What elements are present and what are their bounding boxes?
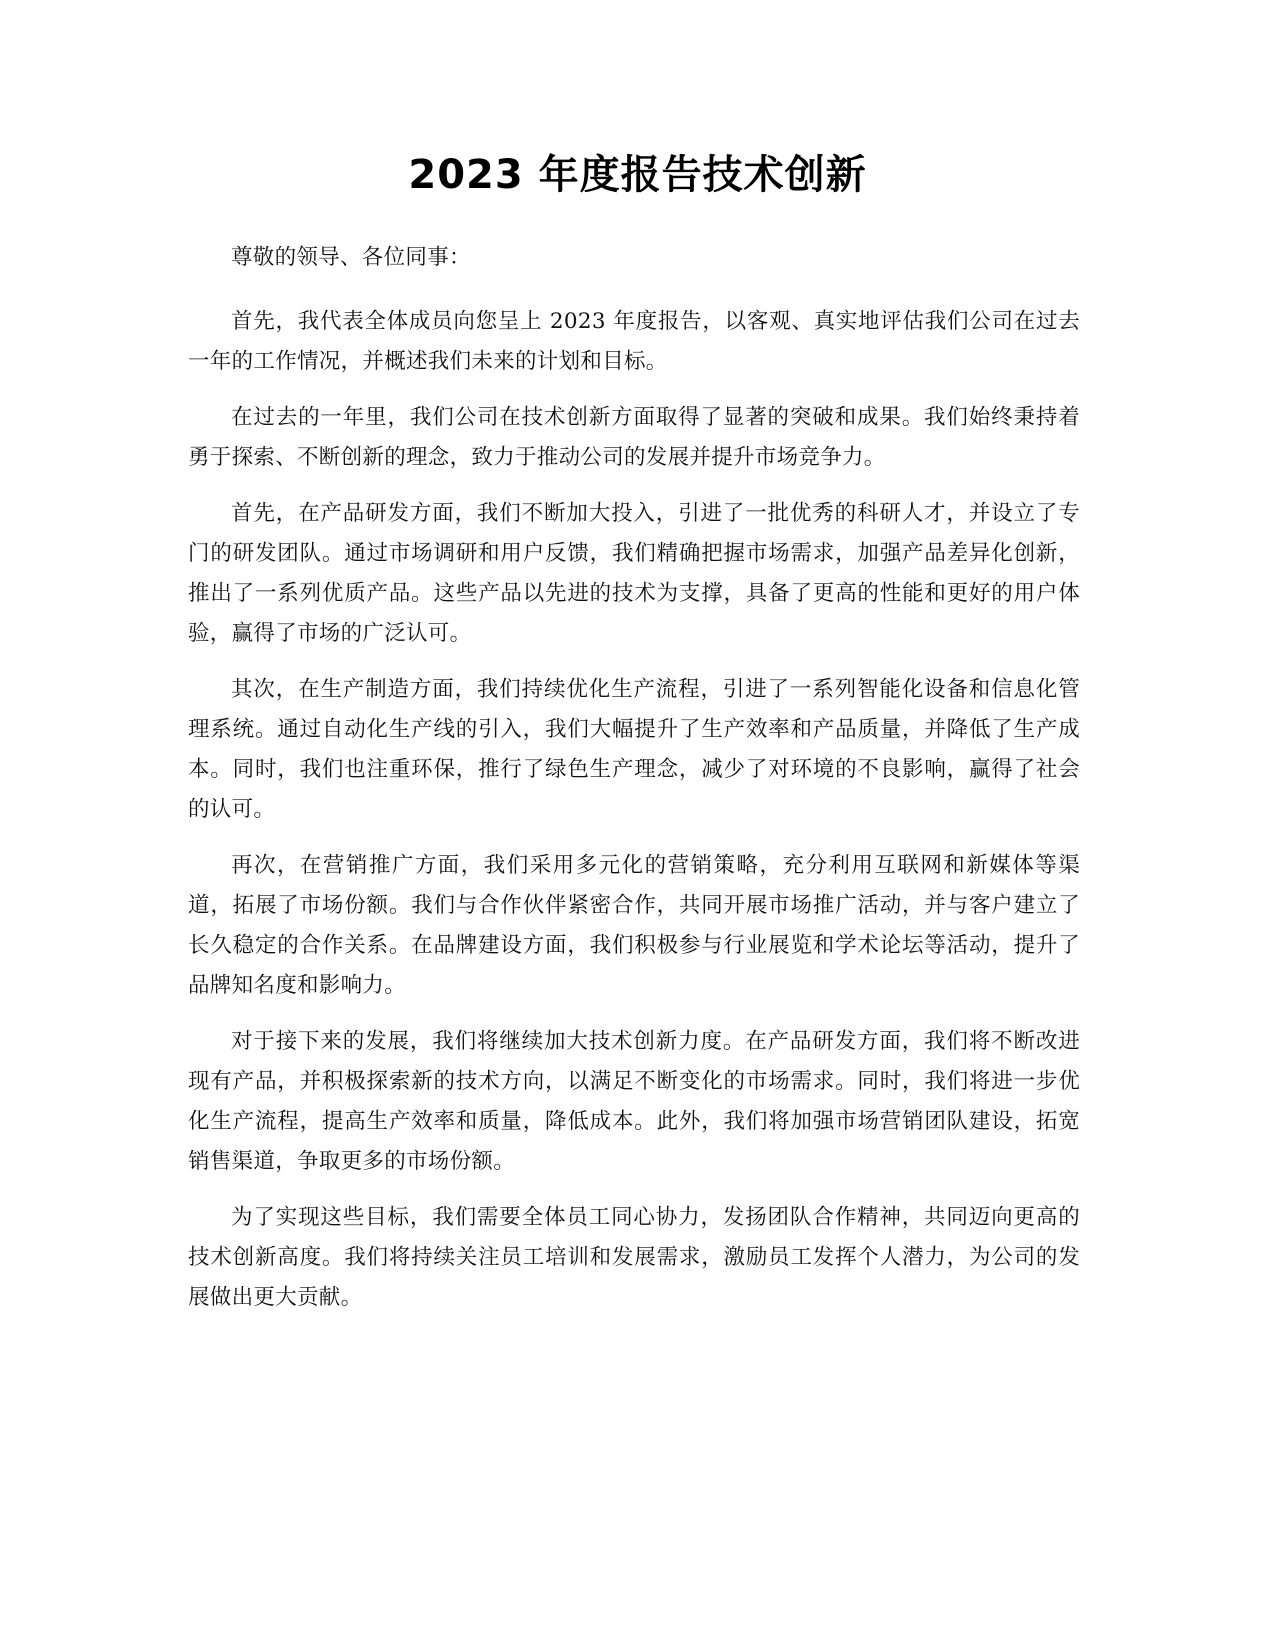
paragraph-future-plans: 对于接下来的发展，我们将继续加大技术创新力度。在产品研发方面，我们将不断改进现有产品，并积极探索新的技术方向，以满足不断变化的市场需求。同时，我们将进一步优化生产流程，提高生产效率和质量，降低成本。此外，我们将加强市场营销团队建设，拓宽销售渠道，争取更多的市场份额。 — [188, 1029, 1080, 1174]
document-body — [188, 238, 1080, 1334]
paragraph-marketing: 再次，在营销推广方面，我们采用多元化的营销策略，充分利用互联网和新媒体等渠道，拓展了市场份额。我们与合作伙伴紧密合作，共同开展市场推广活动，并与客户建立了长久稳定的合作关系。在品牌建设方面，我们积极参与行业展览和学术论坛等活动，提升了品牌知名度和影响力。 — [188, 853, 1080, 998]
greeting: 尊敬的领导、各位同事： — [231, 245, 471, 270]
paragraph-closing: 为了实现这些目标，我们需要全体员工同心协力，发扬团队合作精神，共同迈向更高的技术创新高度。我们将持续关注员工培训和发展需求，激励员工发挥个人潜力，为公司的发展做出更大贡献。 — [188, 1205, 1080, 1310]
paragraph-intro: 首先，我代表全体成员向您呈上 2023 年度报告，以客观、真实地评估我们公司在过去一年的工作情况，并概述我们未来的计划和目标。 — [188, 309, 1080, 374]
paragraph-overview: 在过去的一年里，我们公司在技术创新方面取得了显著的突破和成果。我们始终秉持着勇于探索、不断创新的理念，致力于推动公司的发展并提升市场竞争力。 — [188, 405, 1080, 470]
document-title: 2023 年度报告技术创新 — [408, 152, 867, 198]
paragraph-manufacturing: 其次，在生产制造方面，我们持续优化生产流程，引进了一系列智能化设备和信息化管理系统。通过自动化生产线的引入，我们大幅提升了生产效率和产品质量，并降低了生产成本。同时，我们也注重环保，推行了绿色生产理念，减少了对环境的不良影响，赢得了社会的认可。 — [188, 677, 1080, 822]
paragraph-product-rd: 首先，在产品研发方面，我们不断加大投入，引进了一批优秀的科研人才，并设立了专门的研发团队。通过市场调研和用户反馈，我们精确把握市场需求，加强产品差异化创新，推出了一系列优质产品。这些产品以先进的技术为支撑，具备了更高的性能和更好的用户体验，赢得了市场的广泛认可。 — [188, 501, 1080, 646]
